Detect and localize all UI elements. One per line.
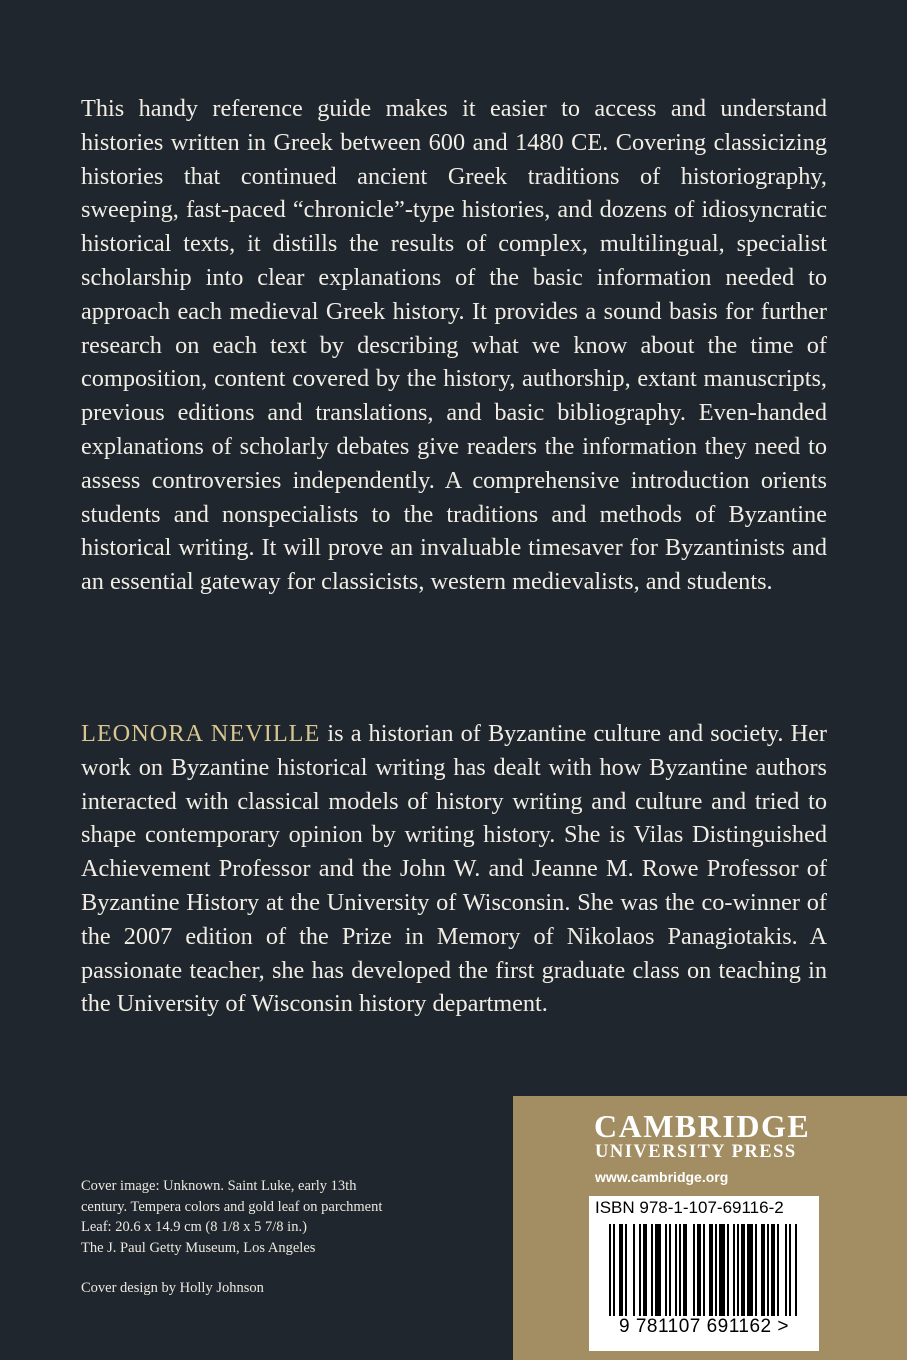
credit-line: The J. Paul Getty Museum, Los Angeles — [81, 1239, 316, 1256]
barcode-digits: 9 781107 691162 > — [619, 1316, 789, 1337]
author-name: LEONORA NEVILLE — [81, 720, 321, 747]
barcode-bar — [709, 1224, 713, 1316]
barcode-bar — [719, 1224, 725, 1316]
barcode-bar — [755, 1224, 757, 1316]
barcode-bar — [665, 1224, 667, 1316]
barcode-bar — [761, 1224, 765, 1316]
barcode-bar — [697, 1224, 701, 1316]
barcode-bar — [715, 1224, 717, 1316]
credit-line: Leaf: 20.6 x 14.9 cm (8 1/8 x 5 7/8 in.) — [81, 1219, 307, 1235]
barcode-bar — [771, 1224, 775, 1316]
barcode-bar — [767, 1224, 769, 1316]
barcode-bar — [639, 1224, 641, 1316]
barcode-bar — [675, 1224, 677, 1316]
barcode-bar — [741, 1224, 745, 1316]
barcode-bar — [733, 1224, 735, 1316]
barcode-bar — [747, 1224, 753, 1316]
publisher-panel — [513, 1096, 907, 1360]
barcode — [589, 1196, 819, 1351]
barcode-bar — [785, 1224, 787, 1316]
barcode-bar — [643, 1224, 647, 1316]
cover-design-credit: Cover design by Holly Johnson — [81, 1280, 264, 1296]
barcode-bar — [651, 1224, 653, 1316]
barcode-bar — [679, 1224, 681, 1316]
description-blurb: This handy reference guide makes it easier to access and understand histories written in Greek between 600 and 1480 CE. Covering classicizing histories that continued ancient Greek traditions of historiography, sweeping, fast-paced “chronicle”-type histories, and dozens of idiosyncratic historical texts, it distills the results of complex, multilingual, specialist scholarship into clear explanations of the basic information needed to approach each medieval Greek history. It provides a sound basis for further research on each text by describing what we know about the time of composition, content covered by the history, authorship, extant manuscripts, previous editions and translations, and basic bibliography. Even-handed explanations of scholarly debates give readers the information they need to assess controversies independently. A comprehensive introduction orients students and nonspecialists to the traditions and methods of Byzantine historical writing. It will prove an invaluable timesaver for Byzantinists and an essential gateway for classicists, western medievalists, and students. — [81, 95, 827, 596]
barcode-bar — [683, 1224, 687, 1316]
barcode-bar — [669, 1224, 671, 1316]
author-bio-text: is a historian of Byzantine culture and society. Her work on Byzantine historical writing has dealt with how Byzantine authors interacted with classical models of history writing and culture and tried to shape contemporary opinion by writing history. She is Vilas Distinguished Achievement Professor and the John W. and Jeanne M. Rowe Professor of Byzantine History at the University of Wisconsin. She was the co-winner of the 2007 edition of the Prize in Memory of Nikolaos Panagiotakis. A passionate teacher, she has developed the first graduate class on teaching in the University of Wisconsin history department. — [81, 720, 827, 1018]
barcode-bar — [737, 1224, 739, 1316]
barcode-bar — [703, 1224, 705, 1316]
isbn-label: ISBN 978-1-107-69116-2 — [595, 1198, 784, 1217]
barcode-bar — [795, 1224, 797, 1316]
credit-line: century. Tempera colors and gold leaf on parchment — [81, 1198, 383, 1215]
barcode-bar — [609, 1224, 611, 1316]
author-bio — [81, 717, 827, 1021]
barcode-bar — [655, 1224, 661, 1316]
barcode-bar — [625, 1224, 627, 1316]
cover-image-credits — [81, 1176, 501, 1258]
publisher-url: www.cambridge.org — [595, 1169, 729, 1185]
barcode-bar — [633, 1224, 635, 1316]
barcode-bar — [727, 1224, 729, 1316]
publisher-logo: CAMBRIDGE — [594, 1108, 811, 1144]
barcode-bar — [789, 1224, 791, 1316]
barcode-bar — [619, 1224, 623, 1316]
credit-line: Cover image: Unknown. Saint Luke, early 13th — [81, 1178, 357, 1194]
publisher-subtitle: UNIVERSITY PRESS — [595, 1142, 797, 1162]
barcode-bar — [613, 1224, 615, 1316]
barcode-bar — [777, 1224, 779, 1316]
barcode-bars — [597, 1224, 811, 1316]
barcode-bar — [693, 1224, 695, 1316]
